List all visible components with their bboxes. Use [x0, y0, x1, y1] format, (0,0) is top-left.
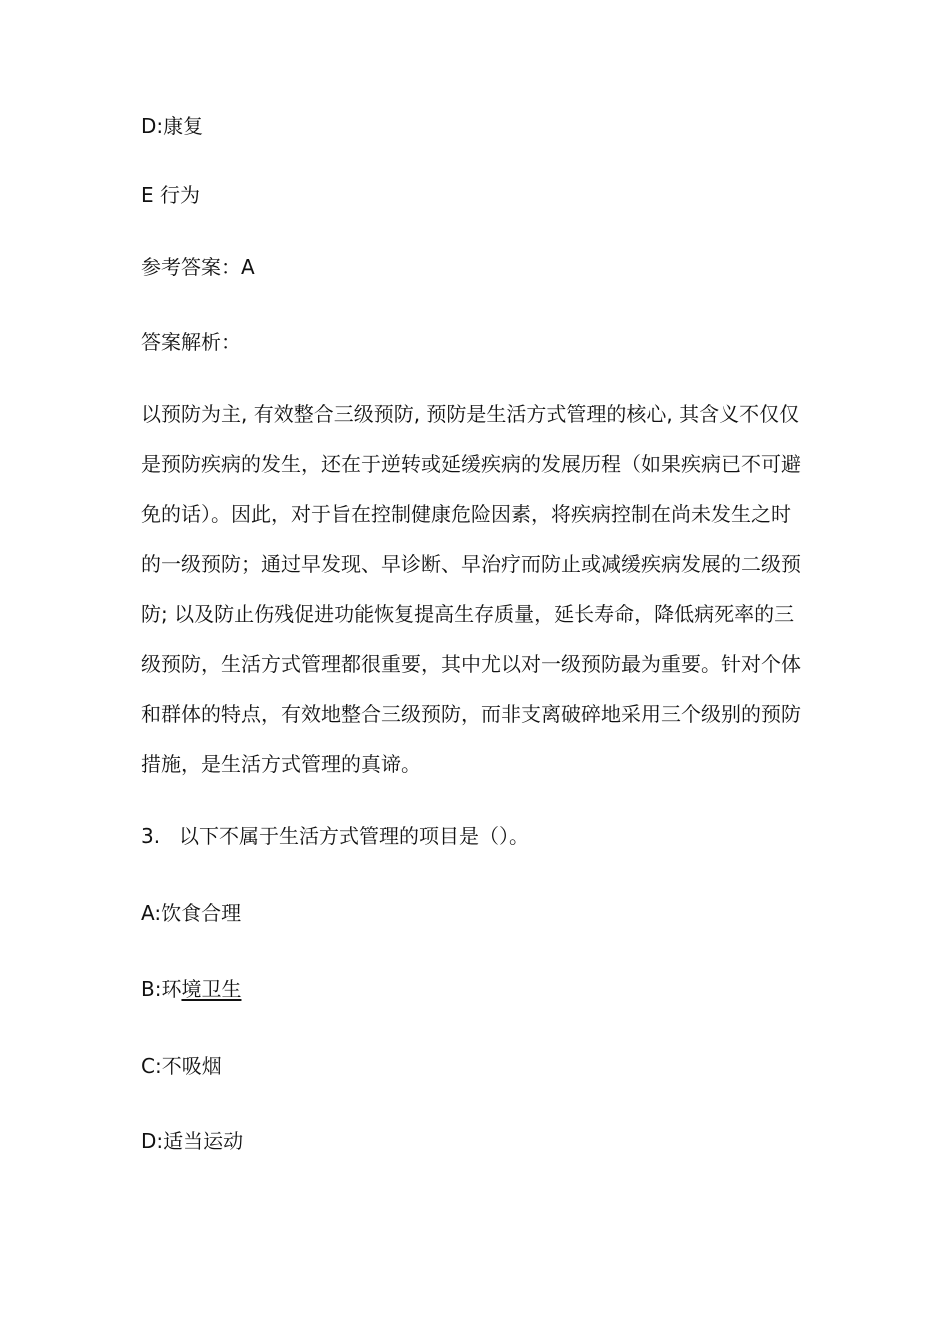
- explanation-line: 的一级预防；通过早发现、早诊断、早治疗而防止或减缓疾病发展的二级预: [141, 552, 801, 576]
- option-b-underlined: 境卫生: [181, 977, 242, 1001]
- question-text: 以下不属于生活方式管理的项目是（）。: [179, 824, 529, 848]
- question-stem: [141, 822, 529, 850]
- option-e-prev: E 行为: [141, 183, 200, 207]
- option-b-prefix: B:环: [141, 977, 182, 1001]
- reference-answer: 参考答案：A: [141, 255, 255, 279]
- explanation-line: 以预防为主, 有效整合三级预防, 预防是生活方式管理的核心, 其含义不仅仅: [141, 402, 800, 426]
- option-a: A:饮食合理: [141, 901, 242, 925]
- explanation-line: 免的话）。因此，对于旨在控制健康危险因素，将疾病控制在尚未发生之时: [141, 502, 791, 526]
- question-number: 3.: [141, 824, 161, 848]
- option-b: [141, 975, 241, 1003]
- explanation-line: 级预防，生活方式管理都很重要，其中尤以对一级预防最为重要。针对个体: [141, 652, 801, 676]
- option-d: D:适当运动: [141, 1129, 244, 1153]
- explanation-line: 是预防疾病的发生，还在于逆转或延缓疾病的发展历程（如果疾病已不可避: [141, 452, 801, 476]
- explanation-paragraph: [141, 389, 813, 789]
- option-c: C:不吸烟: [141, 1054, 222, 1078]
- explanation-line: 措施，是生活方式管理的真谛。: [141, 752, 421, 776]
- explanation-label: 答案解析：: [141, 330, 241, 354]
- explanation-line: 和群体的特点，有效地整合三级预防，而非支离破碎地采用三个级别的预防: [141, 702, 801, 726]
- option-d-prev: D:康复: [141, 114, 204, 138]
- explanation-line: 防; 以及防止伤残促进功能恢复提高生存质量，延长寿命，降低病死率的三: [141, 602, 795, 626]
